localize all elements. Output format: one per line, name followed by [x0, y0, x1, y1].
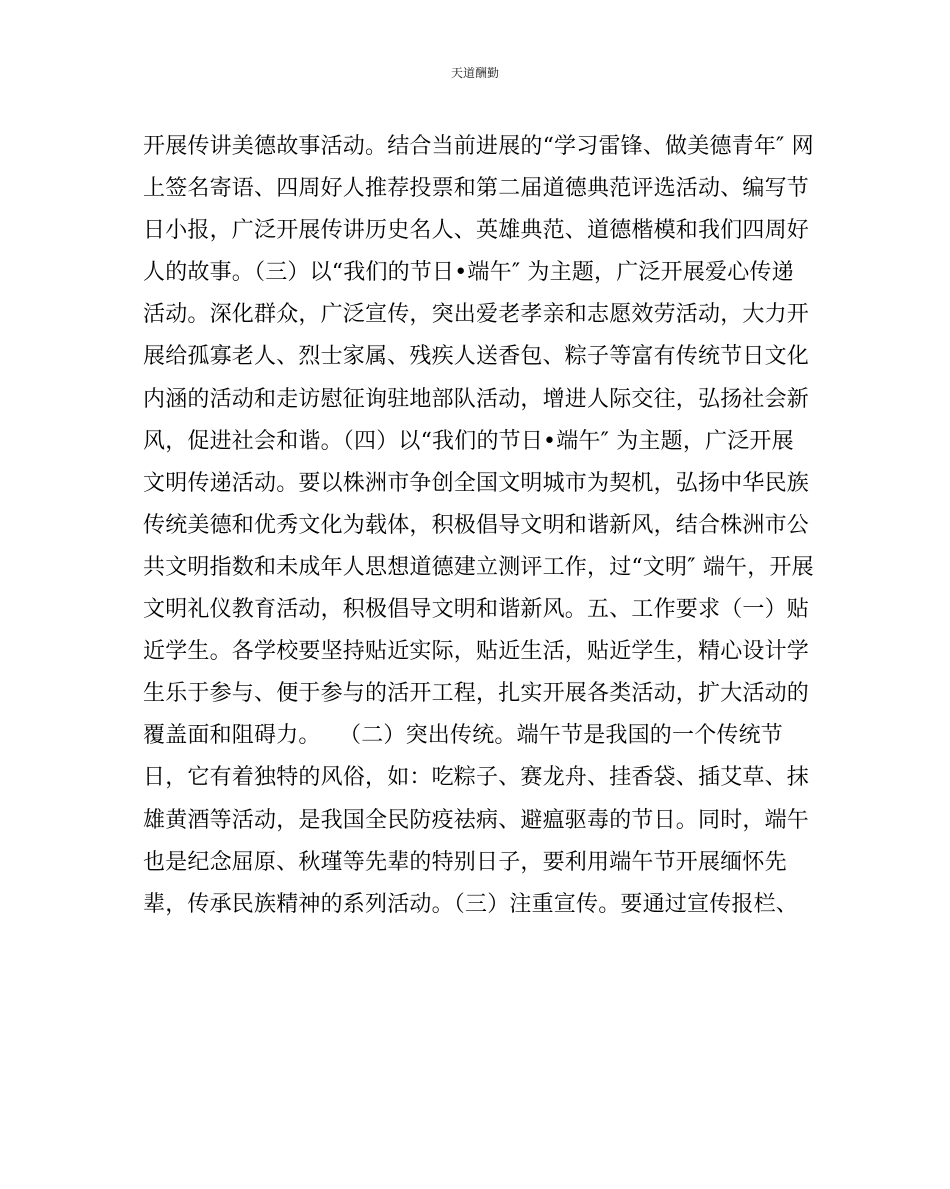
text-line: 雄黄酒等活动，是我国全民防疫祛病、避瘟驱毒的节日。同时，端午: [143, 807, 810, 833]
text-line: 开展传讲美德故事活动。结合当前进展的“学习雷锋、做美德青年″ 网: [143, 134, 814, 159]
text-line: 人的故事。（三）以“我们的节日•端午″ 为主题，广泛开展爱心传递: [143, 260, 794, 286]
text-line: 日，它有着独特的风俗，如：吃粽子、赛龙舟、挂香袋、插艾草、抹: [143, 765, 810, 791]
text-line: 展给孤寡老人、烈士家属、残疾人送香包、粽子等富有传统节日文化: [143, 344, 810, 370]
text-line: 辈，传承民族精神的系列活动。（三）注重宣传。要通过宣传报栏、: [143, 891, 799, 917]
text-line: 上签名寄语、四周好人推荐投票和第二届道德典范评选活动、编写节: [143, 176, 810, 202]
text-line: 内涵的活动和走访慰征询驻地部队活动，增进人际交往，弘扬社会新: [143, 386, 810, 412]
text-line: 也是纪念屈原、秋瑾等先辈的特别日子，要利用端午节开展缅怀先: [143, 849, 787, 875]
body-text: [143, 126, 813, 926]
text-line: 风，促进社会和谐。（四）以“我们的节日•端午″ 为主题，广泛开展: [143, 428, 794, 454]
text-line: 生乐于参与、便于参与的活开工程，扎实开展各类活动，扩大活动的: [143, 681, 810, 707]
page-header: 天道酬勤: [450, 66, 499, 80]
text-line: 覆盖面和阻碍力。 （二）突出传统。端午节是我国的一个传统节: [143, 723, 783, 749]
text-line: 传统美德和优秀文化为载体，积极倡导文明和谐新风，结合株洲市公: [143, 512, 810, 538]
text-line: 近学生。各学校要坚持贴近实际，贴近生活，贴近学生，精心设计学: [143, 639, 810, 665]
text-line: 活动。深化群众，广泛宣传，突出爱老孝亲和志愿效劳活动，大力开: [143, 302, 810, 328]
text-line: 文明传递活动。要以株洲市争创全国文明城市为契机，弘扬中华民族: [143, 470, 810, 496]
text-line: 日小报，广泛开展传讲历史名人、英雄典范、道德楷模和我们四周好: [143, 218, 810, 244]
text-line: 文明礼仪教育活动，积极倡导文明和谐新风。五、工作要求（一）贴: [143, 597, 810, 623]
text-line: 共文明指数和未成年人思想道德建立测评工作，过“文明″ 端午，开展: [143, 554, 814, 580]
